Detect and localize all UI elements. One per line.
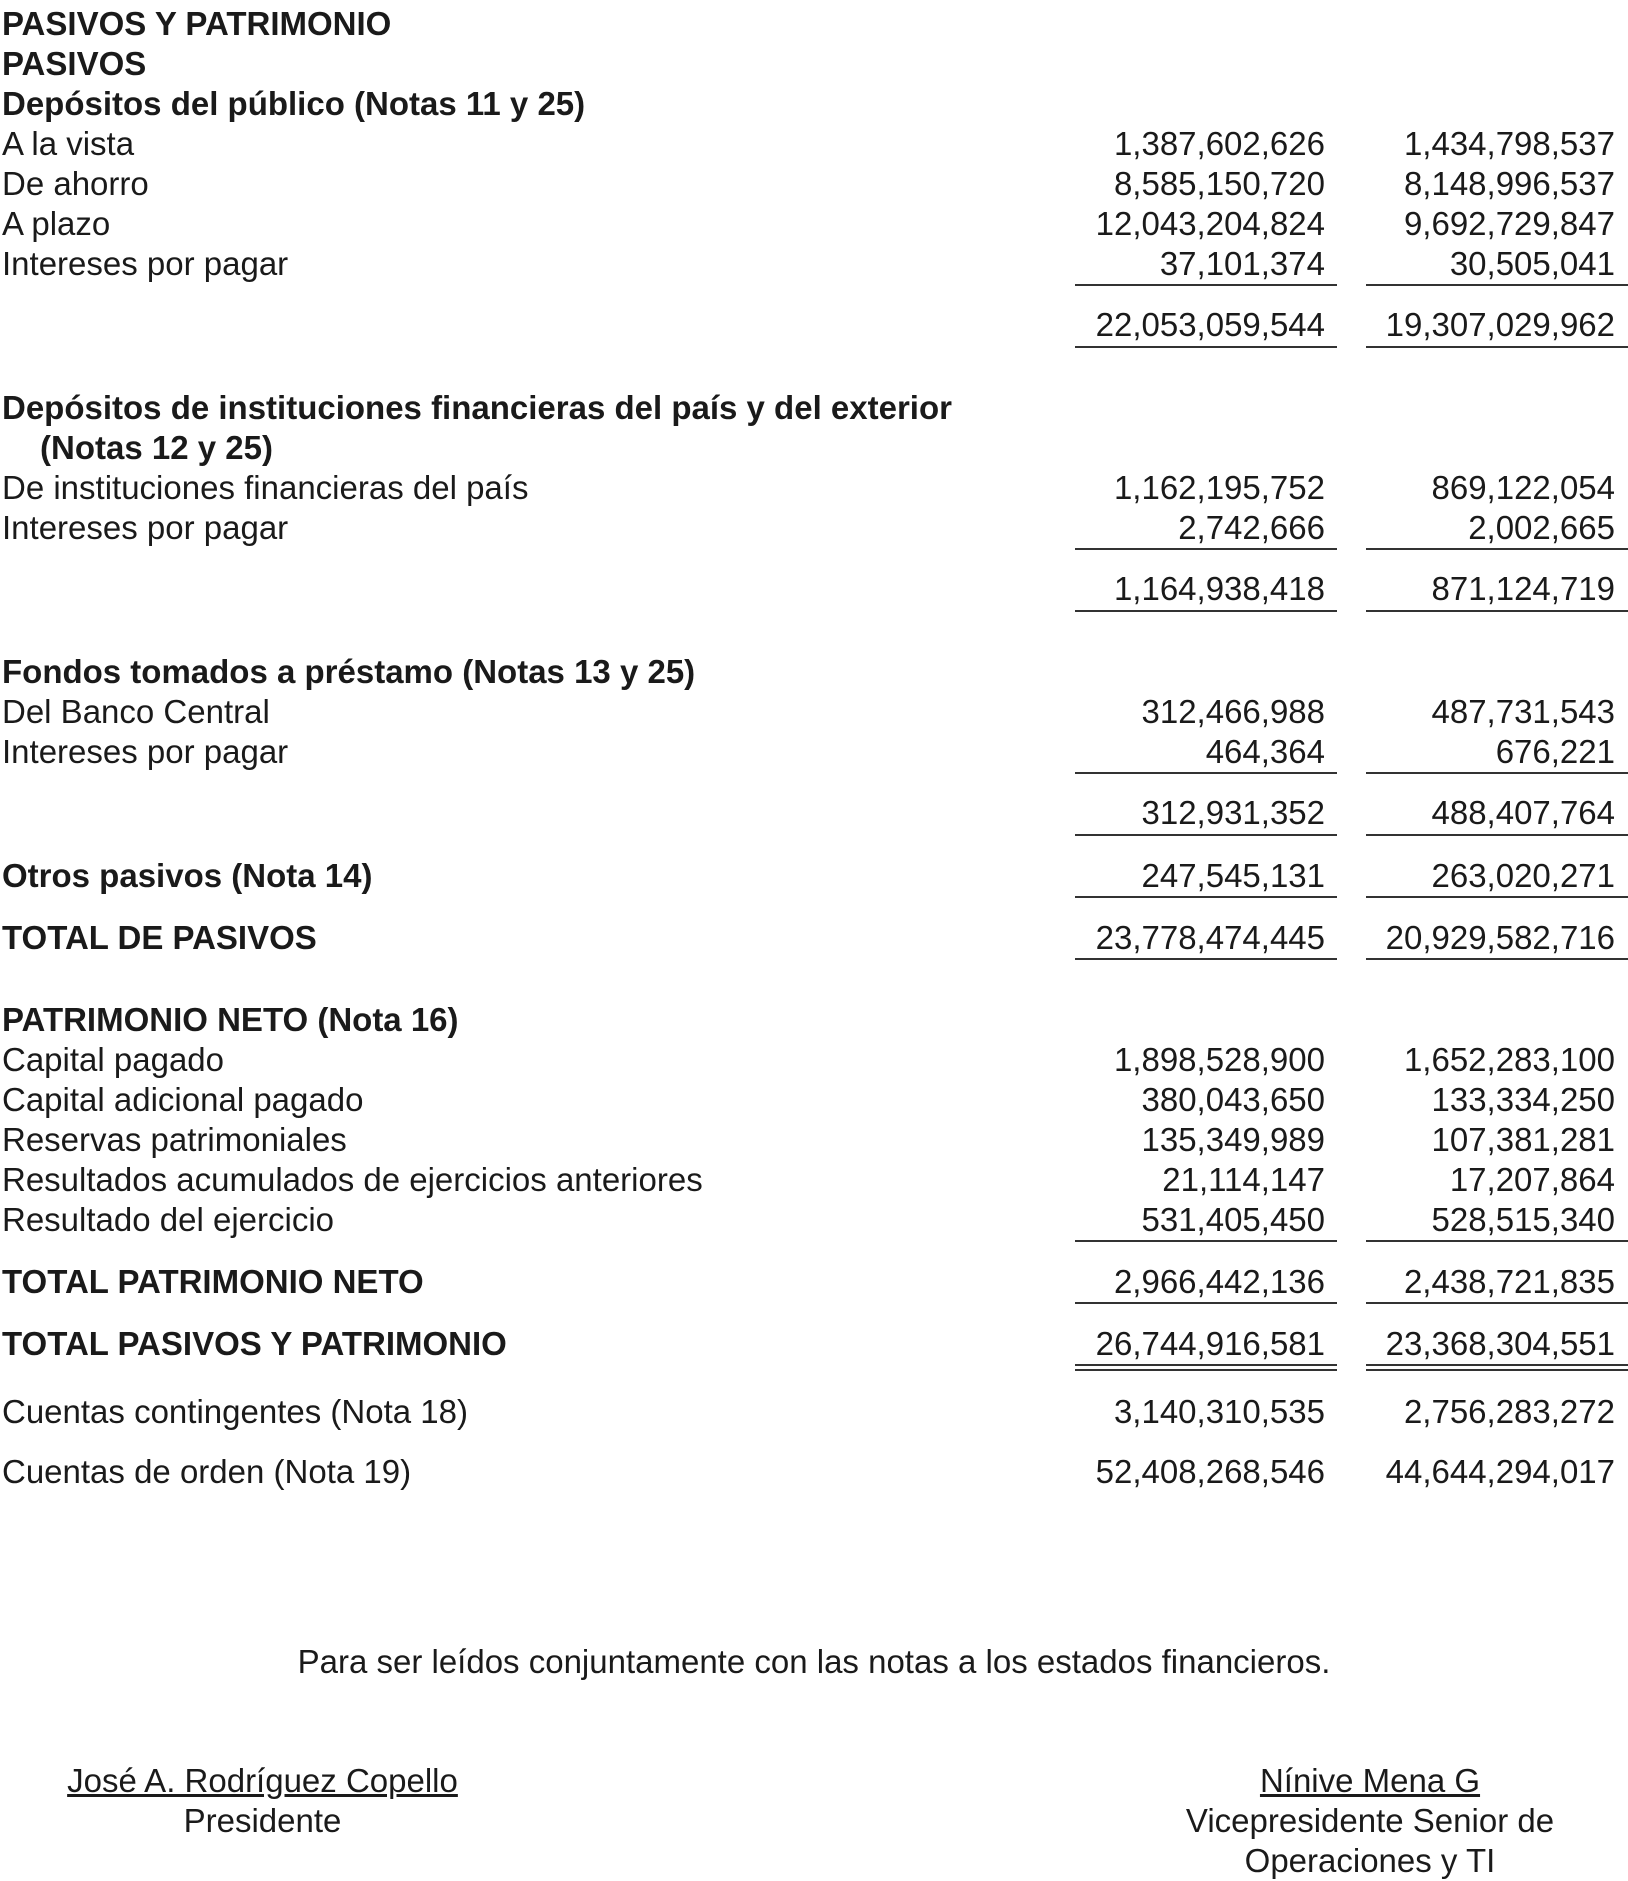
row-label: TOTAL PATRIMONIO NETO <box>2 1263 424 1300</box>
subtotal-rule <box>1366 958 1628 960</box>
statement-title-row <box>0 4 1628 44</box>
row-value-prior: 133,334,250 <box>1431 1081 1615 1118</box>
row-value-current: 23,778,474,445 <box>1095 919 1325 956</box>
row-value-current: 312,466,988 <box>1141 693 1325 730</box>
subtotal-current: 22,053,059,544 <box>1095 306 1325 343</box>
subtotal-current: 1,164,938,418 <box>1113 570 1325 607</box>
double-rule-top <box>1366 1364 1628 1366</box>
row-value-prior: 20,929,582,716 <box>1385 919 1615 956</box>
row-value-prior: 1,434,798,537 <box>1403 125 1615 162</box>
subtotal-rule <box>1075 610 1337 612</box>
section-heading-row <box>0 428 1628 468</box>
row-value-prior: 487,731,543 <box>1431 693 1615 730</box>
subtotal-rule <box>1366 346 1628 348</box>
row-label: TOTAL DE PASIVOS <box>2 919 317 956</box>
section-heading-row <box>0 84 1628 124</box>
other-liabilities-row <box>0 856 1628 896</box>
row-label: Resultados acumulados de ejercicios anteriores <box>2 1161 703 1198</box>
row-value-current: 3,140,310,535 <box>1113 1393 1325 1430</box>
liabilities-title-row <box>0 44 1628 84</box>
table-row <box>0 124 1628 164</box>
contingent-accounts-row <box>0 1392 1628 1432</box>
table-row <box>0 1120 1628 1160</box>
row-label: TOTAL PASIVOS Y PATRIMONIO <box>2 1325 507 1362</box>
signature-left-name: José A. Rodríguez Copello <box>67 1762 458 1799</box>
double-rule-bottom <box>1075 1369 1337 1371</box>
section-heading-institution-deposits: Depósitos de instituciones financieras del país y del exterior <box>2 389 952 426</box>
table-row <box>0 164 1628 204</box>
row-value-current: 37,101,374 <box>1159 245 1325 282</box>
row-value-prior: 1,652,283,100 <box>1403 1041 1615 1078</box>
table-row <box>0 1040 1628 1080</box>
table-row <box>0 1200 1628 1240</box>
row-label: Capital pagado <box>2 1041 225 1078</box>
subtotal-prior: 19,307,029,962 <box>1385 306 1615 343</box>
row-value-prior: 869,122,054 <box>1431 469 1615 506</box>
row-value-current: 52,408,268,546 <box>1095 1453 1325 1490</box>
subtotal-rule <box>1075 772 1337 774</box>
row-value-prior: 17,207,864 <box>1449 1161 1615 1198</box>
subtotal-rule <box>1366 1240 1628 1242</box>
signature-right-name: Nínive Mena G <box>1259 1762 1481 1799</box>
row-label: A plazo <box>2 205 111 242</box>
subtotal-rule <box>1075 284 1337 286</box>
table-row <box>0 204 1628 244</box>
signature-right <box>1150 1761 1590 1881</box>
subtotal-prior: 871,124,719 <box>1431 570 1615 607</box>
row-value-prior: 23,368,304,551 <box>1385 1325 1615 1362</box>
total-liabilities-equity-row <box>0 1324 1628 1364</box>
row-value-current: 12,043,204,824 <box>1095 205 1325 242</box>
double-rule-top <box>1075 1364 1337 1366</box>
row-label: Reservas patrimoniales <box>2 1121 347 1158</box>
row-value-current: 1,898,528,900 <box>1113 1041 1325 1078</box>
row-label: Intereses por pagar <box>2 245 289 282</box>
subtotal-current: 312,931,352 <box>1141 794 1325 831</box>
subtotal-rule <box>1366 284 1628 286</box>
statement-title: PASIVOS Y PATRIMONIO <box>2 5 392 42</box>
row-value-current: 1,387,602,626 <box>1113 125 1325 162</box>
section-heading-row <box>0 652 1628 692</box>
row-value-prior: 107,381,281 <box>1431 1121 1615 1158</box>
table-row <box>0 692 1628 732</box>
row-value-prior: 676,221 <box>1495 733 1615 770</box>
subtotal-row <box>0 793 1628 833</box>
subtotal-rule <box>1366 1302 1628 1304</box>
row-value-current: 135,349,989 <box>1141 1121 1325 1158</box>
row-label: Cuentas de orden (Nota 19) <box>2 1453 412 1490</box>
row-label: Otros pasivos (Nota 14) <box>2 857 373 894</box>
subtotal-rule <box>1366 772 1628 774</box>
row-value-current: 2,966,442,136 <box>1113 1263 1325 1300</box>
total-equity-row <box>0 1262 1628 1302</box>
table-row <box>0 244 1628 284</box>
memorandum-accounts-row <box>0 1452 1628 1492</box>
subtotal-rule <box>1075 834 1337 836</box>
row-value-current: 8,585,150,720 <box>1113 165 1325 202</box>
table-row <box>0 1080 1628 1120</box>
row-value-prior: 9,692,729,847 <box>1403 205 1615 242</box>
row-value-current: 21,114,147 <box>1162 1161 1325 1198</box>
subtotal-rule <box>1075 548 1337 550</box>
signature-right-role-1: Vicepresidente Senior de <box>1185 1802 1555 1839</box>
subtotal-rule <box>1366 896 1628 898</box>
row-label: Del Banco Central <box>2 693 270 730</box>
subtotal-rule <box>1366 834 1628 836</box>
row-label: Intereses por pagar <box>2 733 289 770</box>
subtotal-rule <box>1366 610 1628 612</box>
total-liabilities-row <box>0 918 1628 958</box>
subtotal-rule <box>1366 548 1628 550</box>
table-row <box>0 732 1628 772</box>
signature-right-role-2: Operaciones y TI <box>1244 1842 1496 1879</box>
row-value-prior: 2,002,665 <box>1468 509 1615 546</box>
subtotal-rule <box>1075 958 1337 960</box>
footer-note: Para ser leídos conjuntamente con las notas a los estados financieros. <box>297 1643 1331 1680</box>
row-value-prior: 263,020,271 <box>1431 857 1615 894</box>
section-heading-row <box>0 388 1628 428</box>
section-heading-row <box>0 1000 1628 1040</box>
subtotal-row <box>0 305 1628 345</box>
row-value-prior: 2,438,721,835 <box>1403 1263 1615 1300</box>
section-heading-notes: (Notas 12 y 25) <box>40 429 273 466</box>
row-value-current: 2,742,666 <box>1178 509 1325 546</box>
subtotal-prior: 488,407,764 <box>1431 794 1615 831</box>
row-value-current: 380,043,650 <box>1141 1081 1325 1118</box>
section-heading-borrowed-funds: Fondos tomados a préstamo (Notas 13 y 25) <box>2 653 696 690</box>
row-label: De instituciones financieras del país <box>2 469 529 506</box>
liabilities-title: PASIVOS <box>2 45 147 82</box>
row-value-prior: 528,515,340 <box>1431 1201 1615 1238</box>
row-value-current: 1,162,195,752 <box>1113 469 1325 506</box>
subtotal-rule <box>1075 1240 1337 1242</box>
row-value-current: 247,545,131 <box>1141 857 1325 894</box>
double-rule-bottom <box>1366 1369 1628 1371</box>
row-value-prior: 8,148,996,537 <box>1403 165 1615 202</box>
section-heading-equity: PATRIMONIO NETO (Nota 16) <box>2 1001 459 1038</box>
subtotal-rule <box>1075 896 1337 898</box>
table-row <box>0 508 1628 548</box>
subtotal-rule <box>1075 346 1337 348</box>
row-value-current: 531,405,450 <box>1141 1201 1325 1238</box>
row-label: A la vista <box>2 125 135 162</box>
row-value-prior: 2,756,283,272 <box>1403 1393 1615 1430</box>
row-value-current: 464,364 <box>1205 733 1325 770</box>
row-value-prior: 30,505,041 <box>1449 245 1615 282</box>
section-heading-public-deposits: Depósitos del público (Notas 11 y 25) <box>2 85 586 122</box>
table-row <box>0 468 1628 508</box>
row-label: Cuentas contingentes (Nota 18) <box>2 1393 468 1430</box>
row-label: Intereses por pagar <box>2 509 289 546</box>
row-value-prior: 44,644,294,017 <box>1385 1453 1615 1490</box>
row-label: Capital adicional pagado <box>2 1081 364 1118</box>
table-row <box>0 1160 1628 1200</box>
signature-left <box>40 1761 485 1841</box>
subtotal-row <box>0 569 1628 609</box>
row-label: De ahorro <box>2 165 149 202</box>
row-label: Resultado del ejercicio <box>2 1201 335 1238</box>
signature-left-role: Presidente <box>183 1802 342 1839</box>
row-value-current: 26,744,916,581 <box>1095 1325 1325 1362</box>
subtotal-rule <box>1075 1302 1337 1304</box>
